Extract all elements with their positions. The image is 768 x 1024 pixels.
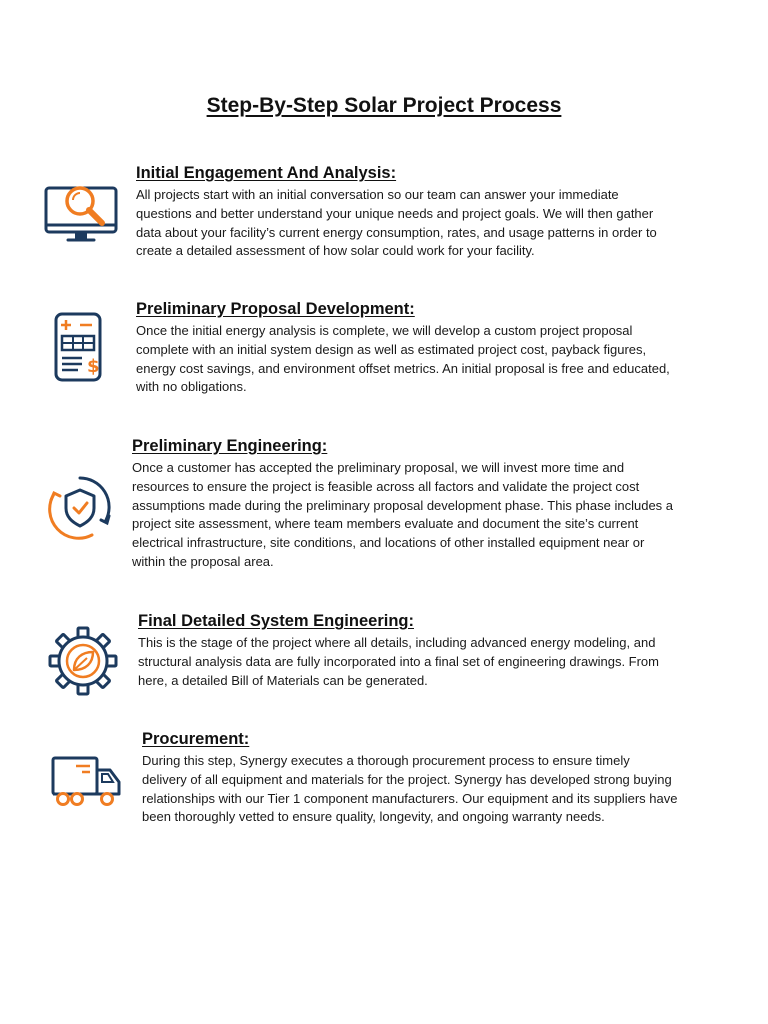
step-body: During this step, Synergy executes a thorough procurement process to ensure timely delivery of all equipment and materials for the project. Synergy has developed strong buying relationships with our Tier 1 component manufacturers. Our equipment and its suppliers have been thoroughly vetted to ensure quality, longevity, and ongoing warranty needs.	[142, 753, 678, 825]
step-body: All projects start with an initial conversation so our team can answer your immediate questions and better understand your unique needs and project goals. We will then gather data about your facility’s current energy consumption, rates, and usage patterns in order to create a detailed assessment of how solar could work for your facility.	[136, 187, 657, 259]
step-heading: Preliminary Proposal Development:	[136, 300, 415, 318]
proposal-document-icon	[52, 312, 104, 382]
step-heading: Preliminary Engineering:	[132, 437, 328, 455]
step-body: Once the initial energy analysis is complete, we will develop a custom project proposal complete with an initial system design as well as estimated project cost, payback figures, energy cost savings, and environment offset metrics. An initial proposal is free and educated, with no obligations.	[136, 323, 670, 395]
shield-cycle-icon	[46, 472, 114, 542]
document-title: Step-By-Step Solar Project Process	[206, 94, 562, 117]
step-heading: Final Detailed System Engineering:	[138, 612, 414, 630]
step-heading: Procurement:	[142, 730, 250, 748]
svg-text:$: $	[87, 356, 100, 377]
magnifier-monitor-icon	[44, 182, 118, 246]
step-heading: Initial Engagement And Analysis:	[136, 164, 397, 182]
gear-leaf-icon	[48, 626, 118, 696]
step-body: Once a customer has accepted the preliminary proposal, we will invest more time and resources to ensure the project is feasible across all factors and validate the project cost assumptions made during the preliminary proposal development phase. This phase includes a project site assessment, where team members evaluate and document the site’s current electrical infrastructure, site conditions, and locations of other installed equipment near or within the proposal area.	[132, 460, 674, 569]
step-body: This is the stage of the project where all details, including advanced energy modeling, and structural analysis data are fully incorporated into a final set of engineering drawings. From here, a detailed Bill of Materials can be generated.	[138, 635, 659, 688]
delivery-truck-icon	[50, 754, 122, 810]
